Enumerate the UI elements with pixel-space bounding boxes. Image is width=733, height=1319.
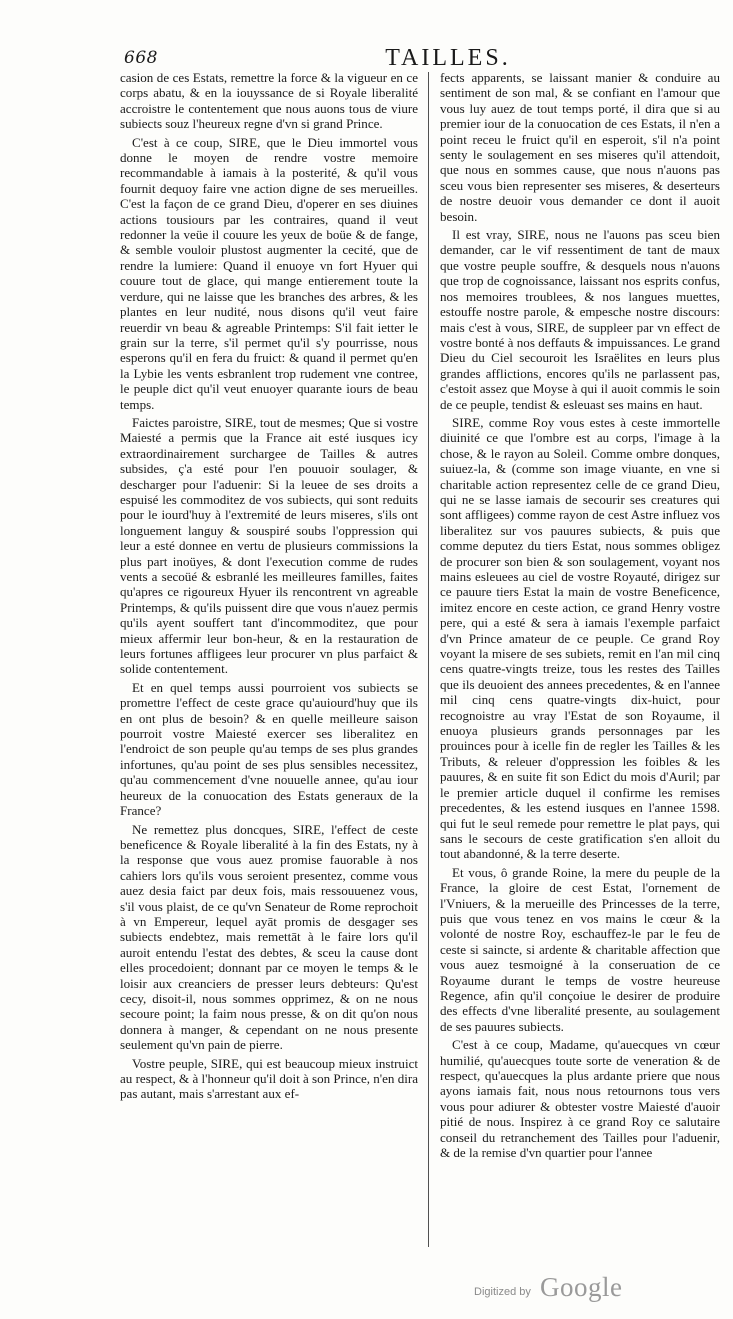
right-column (440, 70, 720, 1163)
running-title: TAILLES. (385, 45, 511, 71)
paragraph: Et en quel temps aussi pourroient vos subiects se promettre l'effect de ceste grace qu'auiourd'huy que ils en ont plus de besoin? & en quelle meilleure saison pourroit vostre Maiesté exercer ses liberalitez en l'endroict de son peuple qu'au temps de ses plus grandes infortunes, qu'au point de ses plus sensibles necessitez, qu'au commencement d'vne nouuelle annee, qu'au iour heureux de la conuocation des Estats generaux de la France? (120, 679, 418, 819)
paragraph: Vostre peuple, SIRE, qui est beaucoup mieux instruict au respect, & à l'honneur qu'il doit à son Prince, n'en dira pas autant, mais s'arrestant aux ef- (120, 1055, 418, 1102)
left-column (120, 70, 418, 1105)
paragraph: casion de ces Estats, remettre la force & la vigueur en ce corps abatu, & en la iouyssance de si Royale liberalité accroistre le contentement que nous auons tous de viure subiects souz l'heureux regne d'vn si grand Prince. (120, 70, 418, 132)
paragraph: SIRE, comme Roy vous estes à ceste immortelle diuinité ce que l'ombre est au corps, l'image à la chose, & le rayon au Soleil. Comme ombre donques, suiuez-la, & (comme son image viuante, en vne si charitable action representez celle de ce grand Dieu, qui ne se lasse iamais de secourir ses creatures qui sont affligees) comme rayon de cest Astre influez vos liberalitez sur vos pauures subiects, & puis que comme deputez du tiers Estat, nous sommes obligez de procurer son bien & son soulagement, voyant nos mains esleuees au ciel de vostre Royauté, dirigez sur ce pauure tiers Estat la main de vostre Beneficence, imitez encore en ceste action, ce grand Henry vostre pere, qui a esté & sera à iamais l'exemple parfaict d'vn Prince amateur de ce peuple. Ce grand Roy voyant la misere de ses subiets, remit en l'an mil cinq cens quatre-vingts treize, tous les restes des Tailles que ils deuoient des annees precedentes, & en l'annee mil cinq cens quatre-vingts dix-huict, pour recognoistre au vray l'Estat de son Royaume, il enuoya plusieurs grands personnages par les prouinces pour à icelle fin de regler les Tailles & les Tributs, & releuer d'oppression les foibles & les pauures, & en suite fit son Edict du mois d'Auril; par le premier article duquel il confirme les remises precedentes, & les estend iusques en l'annee 1598. qui fut le seul remede pour remettre le plat pays, qui sans le secours de ceste gratification s'en alloit du tout abandonné, & la terre deserte. (440, 414, 720, 862)
running-header (118, 45, 718, 72)
digitized-by-label: Digitized by (474, 1286, 531, 1298)
google-logo: Google (540, 1272, 623, 1302)
page-number: 668 (124, 48, 158, 68)
paragraph: C'est à ce coup, SIRE, que le Dieu immortel vous donne le moyen de rendre vostre memoire recommandable à iamais à la posterité, & qu'il vous fournit dequoy faire vne action digne de ses merueilles. C'est la façon de ce grand Dieu, d'operer en ses diuines actions tousiours par les contraires, quand il veut redonner la veüe il couure les yeux de boüe & de fange, & semble vouloir plustost augmenter la cecité, que de rendre la lumiere: Quand il enuoye vn fort Hyuer qui couure tout de glace, qui mange entierement toute la verdure, qui ne laisse que les branches des arbres, & les plantes en leur nudité, nous disons qu'il veut faire reuerdir vn beau & agreable Printemps: S'il fait ietter le grain sur la terre, s'il permet qu'il s'y pourrisse, nous esperons qu'il en fera du fruict: & quand il permet qu'en la Lybie les vents esbranlent trop rudement vne contree, le peuple dict qu'il veut enuoyer quarante iours de beau temps. (120, 134, 418, 412)
column-divider (428, 72, 429, 1247)
paragraph: Il est vray, SIRE, nous ne l'auons pas sceu bien demander, car le vif ressentiment de tant de maux que vostre peuple souffre, & desquels nous n'auons que trop de cognoissance, laissant nos esprits confus, nos memoires troublees, & nos langues muettes, estouffe nostre parole, & empesche nostre discours: mais c'est à vous, SIRE, de suppleer par vn effect de vostre bonté à nos deffauts & impuissances. Le grand Dieu du Ciel secouroit les Israëlites en leurs plus grandes afflictions, encores qu'ils ne parlassent pas, c'estoit assez que Moyse à qui il auoit commis le soin de ce peuple, tendist & esleuast ses mains en haut. (440, 227, 720, 412)
digitization-watermark (474, 1272, 714, 1308)
paragraph: Et vous, ô grande Roine, la mere du peuple de la France, la gloire de cest Estat, l'ornement de l'Vniuers, & la merueille des Princesses de la terre, puis que vous tenez en vos mains le cœur & la volonté de nostre Roy, eschauffez-le par le feu de ceste si saincte, si ardente & charitable affection que vous auez tesmoigné à la conseruation de ce Royaume durant le temps de vostre heureuse Regence, afin qu'il conçoiue le desirer de produire des effects d'vne liberalité presente, au soulagement de ses pauures subiects. (440, 864, 720, 1034)
paragraph: fects apparents, se laissant manier & conduire au sentiment de son mal, & se confiant en l'amour que vous luy auez de tout temps porté, il dira que si au premier iour de la conuocation de ces Estats, il n'en a point receu le fruict qu'il en esperoit, s'il n'a point senty le soulagement en ses miseres qu'il attendoit, que nous en sommes cause, que nous n'auons pas sceu vous bien representer ses miseres, & deserteurs de nostre deuoir vous demander ce dont il auoit besoin. (440, 70, 720, 224)
paragraph: C'est à ce coup, Madame, qu'auecques vn cœur humilié, qu'auecques toute sorte de veneration & de respect, qu'auecques la plus ardante priere que nous ayons iamais fait, nous nous retournons tous vers vous pour adiurer & obtester vostre Maiesté d'auoir pitié de nous. Inspirez à ce grand Roy ce salutaire conseil du retranchement des Tailles pour l'aduenir, & de la remise d'vn quartier pour l'annee (440, 1037, 720, 1161)
paragraph: Faictes paroistre, SIRE, tout de mesmes; Que si vostre Maiesté a permis que la France ait esté iusques icy extraordinairement surchargee de Tailles & autres subsides, ç'a esté pour l'en pouuoir soulager, & descharger pour l'aduenir: Si la leuee de ses droits a espuisé les commoditez de vos subiects, qui sont reduits pour le iourd'huy à l'extremité de leurs miseres, s'ils ont longuement languy & souspiré soubs l'oppression qui leur a esté donnee en vertu de plusieurs commissions la plus part inoüyes, & dont l'execution comme de rudes vents a secoüé & esbranlé les meilleures familles, faites qu'apres ce rigoureux Hyuer ils rencontrent vn agreable Printemps, & qu'ils puissent dire que vous n'auez permis qu'ils ayent souffert tant d'incommoditez, que pour mieux affermir leur bon-heur, & en la restauration de leurs fortunes affligees leur procurer vn plus parfaict & solide contentement. (120, 414, 418, 677)
paragraph: Ne remettez plus doncques, SIRE, l'effect de ceste beneficence & Royale liberalité à la fin des Estats, ny à la response que vous auez promise fauorable à nos cahiers lors qu'ils vous seroient presentez, comme vous auez desia faict par deux fois, mais ressouuenez vous, s'il vous plaist, de ce qu'vn Senateur de Rome reprochoit à vn Empereur, lequel ayāt promis de desgager ses subiects endebtez, mais remettāt à le faire lors qu'il auroit entendu l'estat des debtes, & sceu la cause dont elles procedoient; donnant par ce moyen le temps & le loisir aux creanciers de presser leurs debteurs: Qu'est cecy, disoit-il, nous sommes opprimez, & on ne nous secoure point; la faim nous presse, & on dit qu'on nous donnera à manger, & cependant on ne nous presente seulement qu'vn pain de pierre. (120, 821, 418, 1053)
